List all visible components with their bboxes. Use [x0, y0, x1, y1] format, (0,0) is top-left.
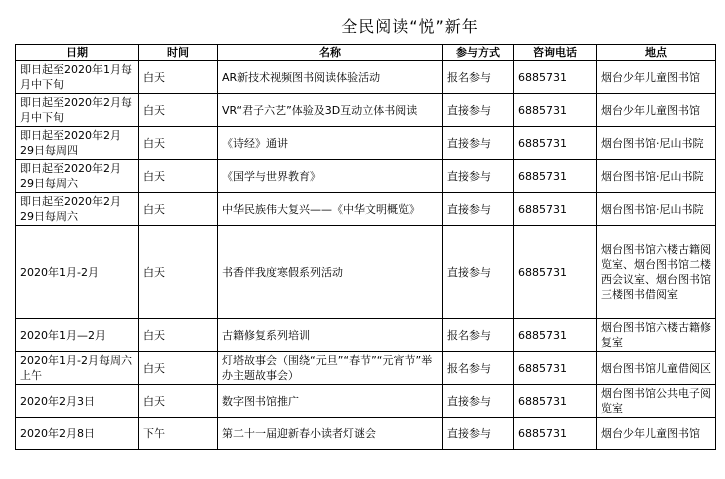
cell-date: 即日起至2020年1月每月中下旬	[16, 61, 139, 94]
cell-way: 直接参与	[443, 160, 514, 193]
cell-place: 烟台图书馆·尼山书院	[597, 127, 716, 160]
cell-place: 烟台图书馆公共电子阅览室	[597, 385, 716, 418]
cell-way: 报名参与	[443, 61, 514, 94]
cell-way: 直接参与	[443, 127, 514, 160]
cell-name: 灯塔故事会（围绕“元旦”“春节”“元宵节”举办主题故事会）	[218, 352, 443, 385]
cell-phone: 6885731	[514, 319, 597, 352]
header-name: 名称	[218, 45, 443, 61]
header-place: 地点	[597, 45, 716, 61]
cell-phone: 6885731	[514, 127, 597, 160]
cell-time: 白天	[139, 226, 218, 319]
cell-place: 烟台少年儿童图书馆	[597, 61, 716, 94]
cell-place: 烟台图书馆六楼古籍阅览室、烟台图书馆二楼西会议室、烟台图书馆三楼图书借阅室	[597, 226, 716, 319]
cell-time: 白天	[139, 160, 218, 193]
cell-phone: 6885731	[514, 61, 597, 94]
table-row	[16, 61, 716, 94]
cell-place: 烟台少年儿童图书馆	[597, 418, 716, 450]
cell-name: 第二十一届迎新春小读者灯谜会	[218, 418, 443, 450]
cell-place: 烟台图书馆·尼山书院	[597, 193, 716, 226]
table-row	[16, 352, 716, 385]
cell-place: 烟台少年儿童图书馆	[597, 94, 716, 127]
header-phone: 咨询电话	[514, 45, 597, 61]
cell-way: 直接参与	[443, 226, 514, 319]
cell-phone: 6885731	[514, 94, 597, 127]
cell-time: 白天	[139, 61, 218, 94]
cell-date: 2020年1月—2月	[16, 319, 139, 352]
cell-phone: 6885731	[514, 418, 597, 450]
cell-way: 报名参与	[443, 319, 514, 352]
header-way: 参与方式	[443, 45, 514, 61]
cell-time: 白天	[139, 127, 218, 160]
cell-name: 《诗经》通讲	[218, 127, 443, 160]
cell-place: 烟台图书馆·尼山书院	[597, 160, 716, 193]
cell-date: 2020年2月3日	[16, 385, 139, 418]
cell-way: 直接参与	[443, 94, 514, 127]
cell-date: 2020年1月-2月每周六上午	[16, 352, 139, 385]
cell-date: 即日起至2020年2月29日每周六	[16, 193, 139, 226]
table-header-row	[16, 45, 716, 61]
cell-time: 下午	[139, 418, 218, 450]
cell-name: AR新技术视频图书阅读体验活动	[218, 61, 443, 94]
cell-date: 2020年1月-2月	[16, 226, 139, 319]
cell-time: 白天	[139, 352, 218, 385]
cell-name: 古籍修复系列培训	[218, 319, 443, 352]
cell-way: 直接参与	[443, 385, 514, 418]
cell-time: 白天	[139, 319, 218, 352]
table-row	[16, 94, 716, 127]
cell-place: 烟台图书馆六楼古籍修复室	[597, 319, 716, 352]
cell-time: 白天	[139, 94, 218, 127]
cell-way: 报名参与	[443, 352, 514, 385]
cell-date: 即日起至2020年2月每月中下旬	[16, 94, 139, 127]
cell-name: 数字图书馆推广	[218, 385, 443, 418]
cell-date: 即日起至2020年2月29日每周六	[16, 160, 139, 193]
page-title: 全民阅读“悦”新年	[341, 17, 479, 36]
header-time: 时间	[139, 45, 218, 61]
table-row	[16, 385, 716, 418]
table-row	[16, 160, 716, 193]
cell-phone: 6885731	[514, 352, 597, 385]
cell-date: 即日起至2020年2月29日每周四	[16, 127, 139, 160]
table-row	[16, 418, 716, 450]
events-table	[15, 44, 716, 450]
table-row	[16, 226, 716, 319]
table-row	[16, 127, 716, 160]
cell-phone: 6885731	[514, 226, 597, 319]
table-row	[16, 319, 716, 352]
cell-phone: 6885731	[514, 193, 597, 226]
cell-way: 直接参与	[443, 418, 514, 450]
cell-time: 白天	[139, 385, 218, 418]
cell-way: 直接参与	[443, 193, 514, 226]
cell-time: 白天	[139, 193, 218, 226]
cell-date: 2020年2月8日	[16, 418, 139, 450]
cell-name: 书香伴我度寒假系列活动	[218, 226, 443, 319]
cell-phone: 6885731	[514, 160, 597, 193]
cell-place: 烟台图书馆儿童借阅区	[597, 352, 716, 385]
cell-name: 《国学与世界教育》	[218, 160, 443, 193]
cell-name: 中华民族伟大复兴——《中华文明概览》	[218, 193, 443, 226]
cell-phone: 6885731	[514, 385, 597, 418]
cell-name: VR“君子六艺”体验及3D互动立体书阅读	[218, 94, 443, 127]
header-date: 日期	[16, 45, 139, 61]
table-row	[16, 193, 716, 226]
